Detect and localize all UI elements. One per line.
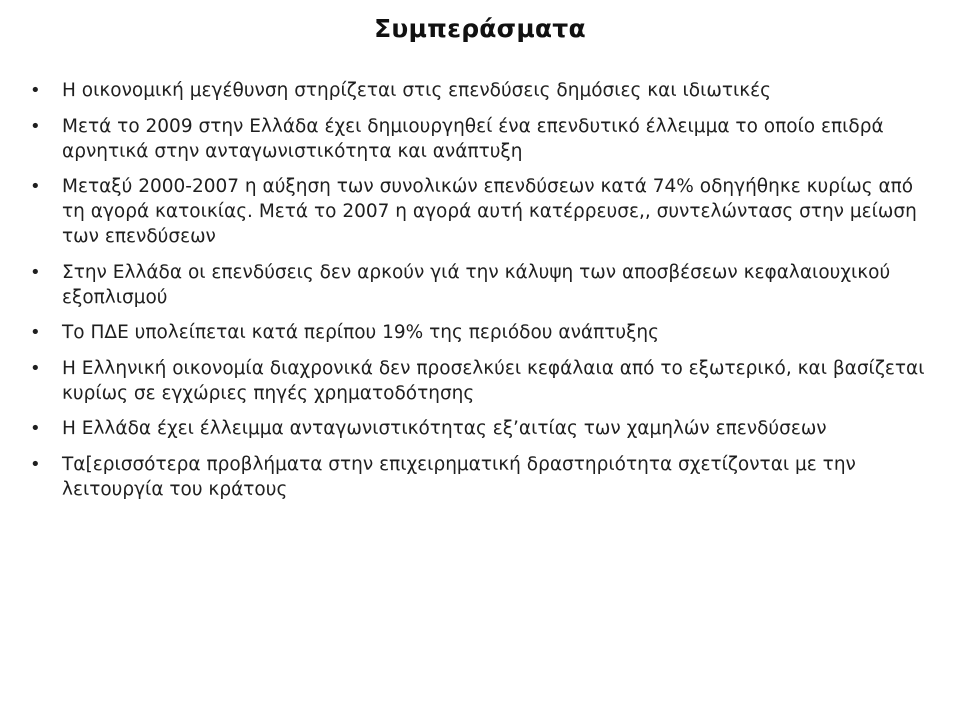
- bullet-item: [30, 452, 935, 502]
- bullet-text: Στην Ελλάδα οι επενδύσεις δεν αρκούν γιά την κάλυψη των αποσβέσεων κεφαλαιουχικού εξοπλισμού: [62, 261, 891, 308]
- bullet-item: [30, 320, 935, 345]
- bullet-text: Μετά το 2009 στην Ελλάδα έχει δημιουργηθεί ένα επενδυτικό έλλειμμα το οποίο επιδρά αρνητικά στην ανταγωνιστικότητα και ανάπτυξη: [62, 115, 884, 162]
- bullet-text: Η Ελληνική οικονομία διαχρονικά δεν προσελκύει κεφάλαια από το εξωτερικό, και βασίζεται κυρίως σε εγχώριες πηγές χρηματοδότησης: [62, 357, 925, 404]
- bullet-text: Η οικονομική μεγέθυνση στηρίζεται στις επενδύσεις δημόσιες και ιδιωτικές: [62, 80, 771, 101]
- bullet-dot-icon: •: [30, 176, 41, 197]
- bullet-dot-icon: •: [30, 115, 41, 137]
- bullet-dot-icon: •: [30, 453, 41, 475]
- bullet-dot-icon: •: [30, 80, 41, 101]
- bullet-dot-icon: •: [30, 418, 41, 439]
- slide-title: Συμπεράσματα: [374, 14, 586, 43]
- bullet-item: [30, 356, 935, 406]
- bullet-item: [30, 78, 935, 103]
- bullet-item: [30, 260, 935, 310]
- bullet-item: [30, 174, 935, 249]
- bullet-text: Τα[ερισσότερα προβλήματα στην επιχειρηματική δραστηριότητα σχετίζονται με την λειτουργία του κράτους: [62, 453, 856, 500]
- bullet-dot-icon: •: [30, 322, 41, 343]
- bullet-list: [30, 78, 935, 512]
- bullet-text: Το ΠΔΕ υπολείπεται κατά περίπου 19% της περιόδου ανάπτυξης: [62, 322, 659, 343]
- bullet-item: [30, 416, 935, 441]
- bullet-dot-icon: •: [30, 357, 41, 379]
- bullet-dot-icon: •: [30, 261, 41, 283]
- bullet-item: [30, 114, 935, 164]
- bullet-text: Μεταξύ 2000-2007 η αύξηση των συνολικών επενδύσεων κατά 74% οδηγήθηκε κυρίως από τη αγορά κατοικίας. Μετά το 2007 η αγορά αυτή κατέρρευσε,, συντελώντασς στην μείωση των επενδύσεων: [62, 176, 917, 247]
- bullet-text: Η Ελλάδα έχει έλλειμμα ανταγωνιστικότητας εξ’αιτίας των χαμηλών επενδύσεων: [62, 418, 827, 439]
